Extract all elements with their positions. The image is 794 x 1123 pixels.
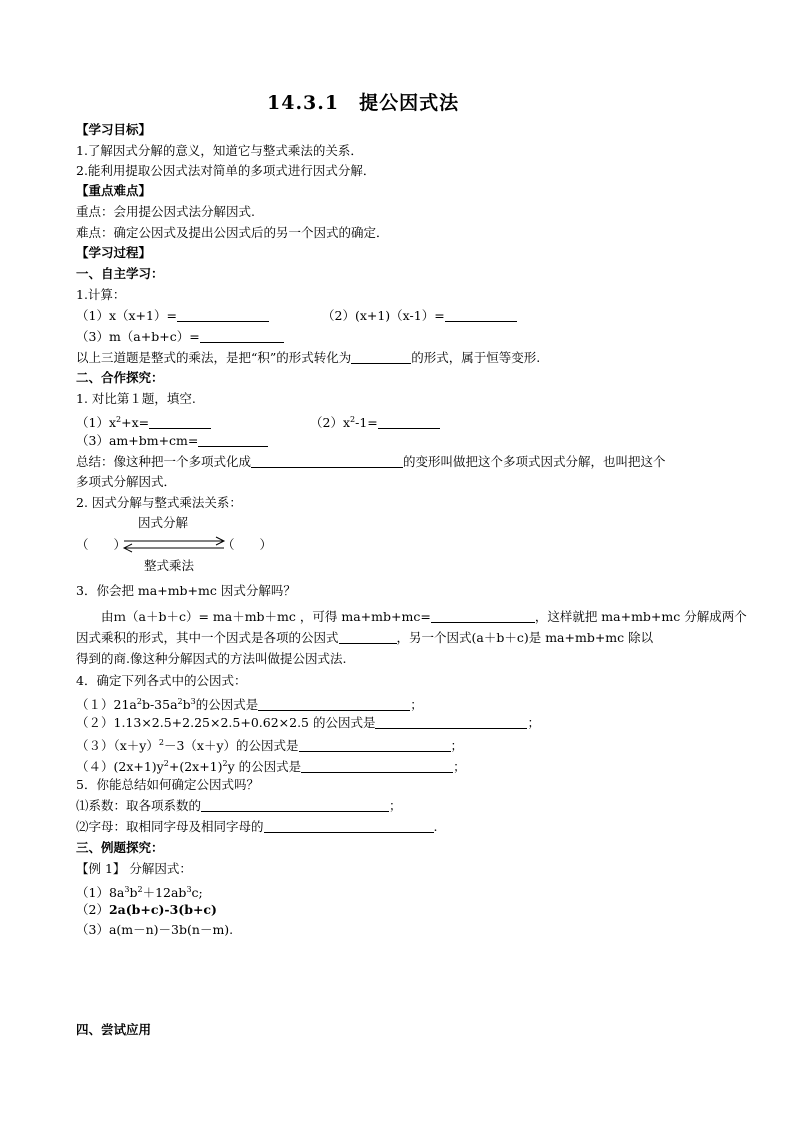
page-title: 14.3.1 提公因式法 [267, 92, 460, 114]
rule-coefficient: ⑴系数：取各项系数的 ； [76, 798, 402, 813]
example-2: （2）2a(b+c)-3(b+c) [76, 902, 217, 917]
section2-summary-cont: 多项式分解因式． [76, 474, 177, 489]
answer-blank[interactable] [258, 698, 410, 711]
calc-3: （3）m（a+b+c）= [76, 329, 284, 345]
section2-p3-line1: 由ｍ（a＋b＋c）= ma＋mb＋mc ，可得 ma+mb+mc= ，这样就把 ma+mb+mc 分解成两个 [101, 609, 747, 624]
answer-blank[interactable] [299, 739, 451, 752]
common-factor-3: $(3)(x+y)^2-3(x+y)$的公因式是 ； [76, 738, 464, 753]
arrow-label-multiply: 整式乘法 [144, 558, 195, 573]
section1-summary: 以上三道题是整式的乘法，是把“积”的形式转化为 的形式，属于恒等变形. [76, 350, 541, 365]
paren-left[interactable]: （ ） [76, 537, 127, 552]
section3-heading: 三、例题探究： [76, 840, 164, 855]
example-label: 【例 1】 分解因式： [76, 861, 192, 876]
process-heading: 【学习过程】 [76, 245, 152, 260]
goal-item-1: 1.了解因式分解的意义，知道它与整式乘法的关系． [76, 143, 363, 158]
fill-3: （3）am+bm+cm= [76, 433, 268, 449]
double-arrow-icon [120, 536, 228, 554]
paren-right[interactable]: （ ） [222, 537, 273, 552]
example-1: $(1)8a^3b^2+12ab^3c$; [76, 885, 203, 900]
common-factor-1: $(1)21a^2b-35a^2b^3$的公因式是 ； [76, 697, 423, 712]
section2-q2: 2. 因式分解与整式乘法关系： [76, 495, 242, 510]
section2-heading: 二、合作探究： [76, 370, 164, 385]
goals-heading: 【学习目标】 [76, 122, 152, 137]
arrow-label-factorize: 因式分解 [138, 515, 189, 530]
section2-q4: 4．确定下列各式中的公因式： [76, 673, 247, 688]
answer-blank[interactable] [339, 631, 397, 644]
section1-heading: 一、自主学习： [76, 266, 164, 281]
answer-blank[interactable] [149, 416, 211, 429]
calc-1: （1）x（x+1）= [76, 308, 269, 324]
answer-blank[interactable] [351, 351, 411, 364]
answer-blank[interactable] [251, 455, 403, 468]
section2-p3-line2: 因式乘积的形式，其中一个因式是各项的公因式 ，另一个因式(a＋b＋c)是 ma+mb+mc 除以 [76, 630, 654, 645]
section1-q1: 1.计算： [76, 287, 126, 302]
answer-blank[interactable] [177, 309, 269, 322]
goal-item-2: 2.能利用提取公因式法对简单的多项式进行因式分解． [76, 163, 376, 178]
rule-letters: ⑵字母：取相同字母及相同字母的 . [76, 819, 438, 834]
fill-2: $(2)x^2-1=$ [310, 412, 440, 431]
answer-blank[interactable] [431, 610, 535, 623]
focus-hard: 难点：确定公因式及提出公因式后的另一个因式的确定． [76, 225, 389, 240]
section2-q3: 3．你会把 ma+mb+mc 因式分解吗？ [76, 583, 296, 598]
answer-blank[interactable] [201, 799, 389, 812]
common-factor-2: （２）1.13×2.5+2.25×2.5+0.62×2.5 的公因式是 ； [76, 715, 540, 730]
fill-1: $(1)x^2+x=$ [76, 412, 211, 431]
calc-2: （2）(x+1)（x-1）= [322, 308, 517, 324]
focus-heading: 【重点难点】 [76, 183, 152, 198]
focus-key: 重点：会用提公因式法分解因式. [76, 204, 255, 219]
answer-blank[interactable] [445, 309, 517, 322]
section2-q1: 1. 对比第１题，填空. [76, 391, 196, 406]
section2-summary: 总结：像这种把一个多项式化成 的变形叫做把这个多项式因式分解，也叫把这个 [76, 454, 666, 469]
answer-blank[interactable] [264, 820, 434, 833]
section2-q5: 5．你能总结如何确定公因式吗？ [76, 777, 259, 792]
answer-blank[interactable] [375, 716, 527, 729]
section4-heading: 四、尝试应用 [76, 1022, 152, 1037]
example-3: （3）a(m－n)－3b(n－m). [76, 922, 234, 937]
answer-blank[interactable] [378, 416, 440, 429]
answer-blank[interactable] [198, 434, 268, 447]
common-factor-4: $(4)(2x+1)y^2+(2x+1)^2y$ 的公因式是 ； [76, 759, 466, 774]
answer-blank[interactable] [301, 760, 453, 773]
answer-blank[interactable] [200, 330, 284, 343]
section2-p3-line3: 得到的商.像这种分解因式的方法叫做提公因式法. [76, 651, 347, 666]
